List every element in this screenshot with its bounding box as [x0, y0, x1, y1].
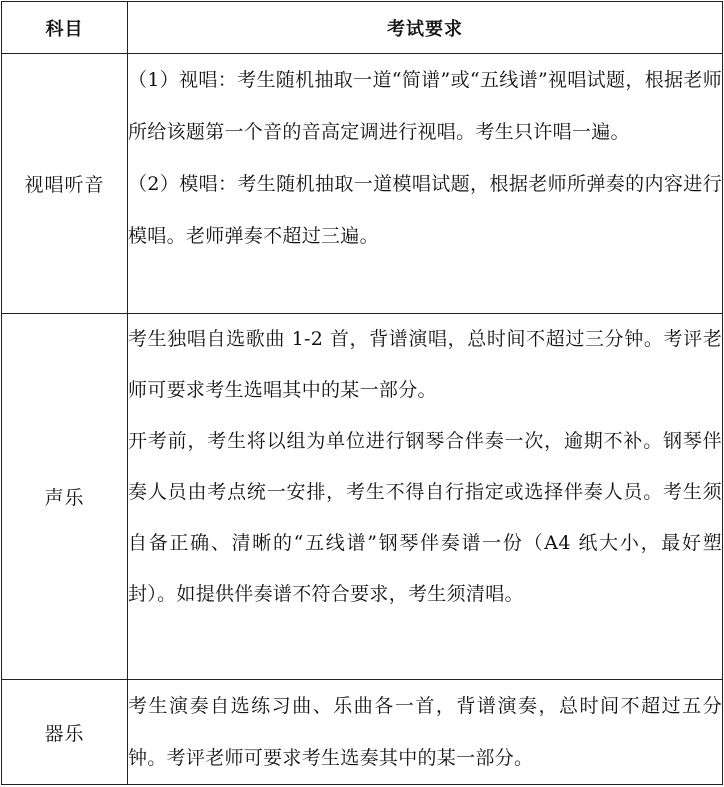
subject-cell: 声乐 — [2, 314, 128, 680]
requirement-cell — [128, 54, 723, 314]
requirement-cell — [128, 314, 723, 680]
requirement-cell — [128, 680, 723, 785]
requirement-paragraph: 考生演奏自选练习曲、乐曲各一首，背谱演奏，总时间不超过五分钟。考评老师可要求考生选奏其中的某一部分。 — [128, 695, 722, 769]
requirement-paragraph: 开考前，考生将以组为单位进行钢琴合伴奏一次，逾期不补。钢琴伴奏人员由考点统一安排，考生不得自行指定或选择伴奏人员。考生须自备正确、清晰的“五线谱”钢琴伴奏谱一份（A4 纸大小，最好塑封）。如提供伴奏谱不符合要求，考生须清唱。 — [128, 430, 722, 605]
requirement-paragraph: 考生独唱自选歌曲 1-2 首，背谱演唱，总时间不超过三分钟。考评老师可要求考生选唱其中的某一部分。 — [128, 328, 722, 401]
requirement-paragraph: （1）视唱：考生随机抽取一道“简谱”或“五线谱”视唱试题，根据老师所给该题第一个音的音高定调进行视唱。考生只许唱一遍。 — [128, 69, 722, 143]
requirement-paragraph: （2）模唱：考生随机抽取一道模唱试题，根据老师所弹奏的内容进行模唱。老师弹奏不超过三遍。 — [128, 173, 722, 247]
header-row — [2, 2, 723, 54]
table-row-vocal — [2, 314, 723, 680]
subject-cell: 器乐 — [2, 680, 128, 785]
table-row-instrumental — [2, 680, 723, 785]
subject-cell: 视唱听音 — [2, 54, 128, 314]
table-row-sight-singing — [2, 54, 723, 314]
exam-requirements-table — [1, 1, 723, 785]
header-subject: 科目 — [2, 2, 128, 54]
header-requirement: 考试要求 — [128, 2, 723, 54]
